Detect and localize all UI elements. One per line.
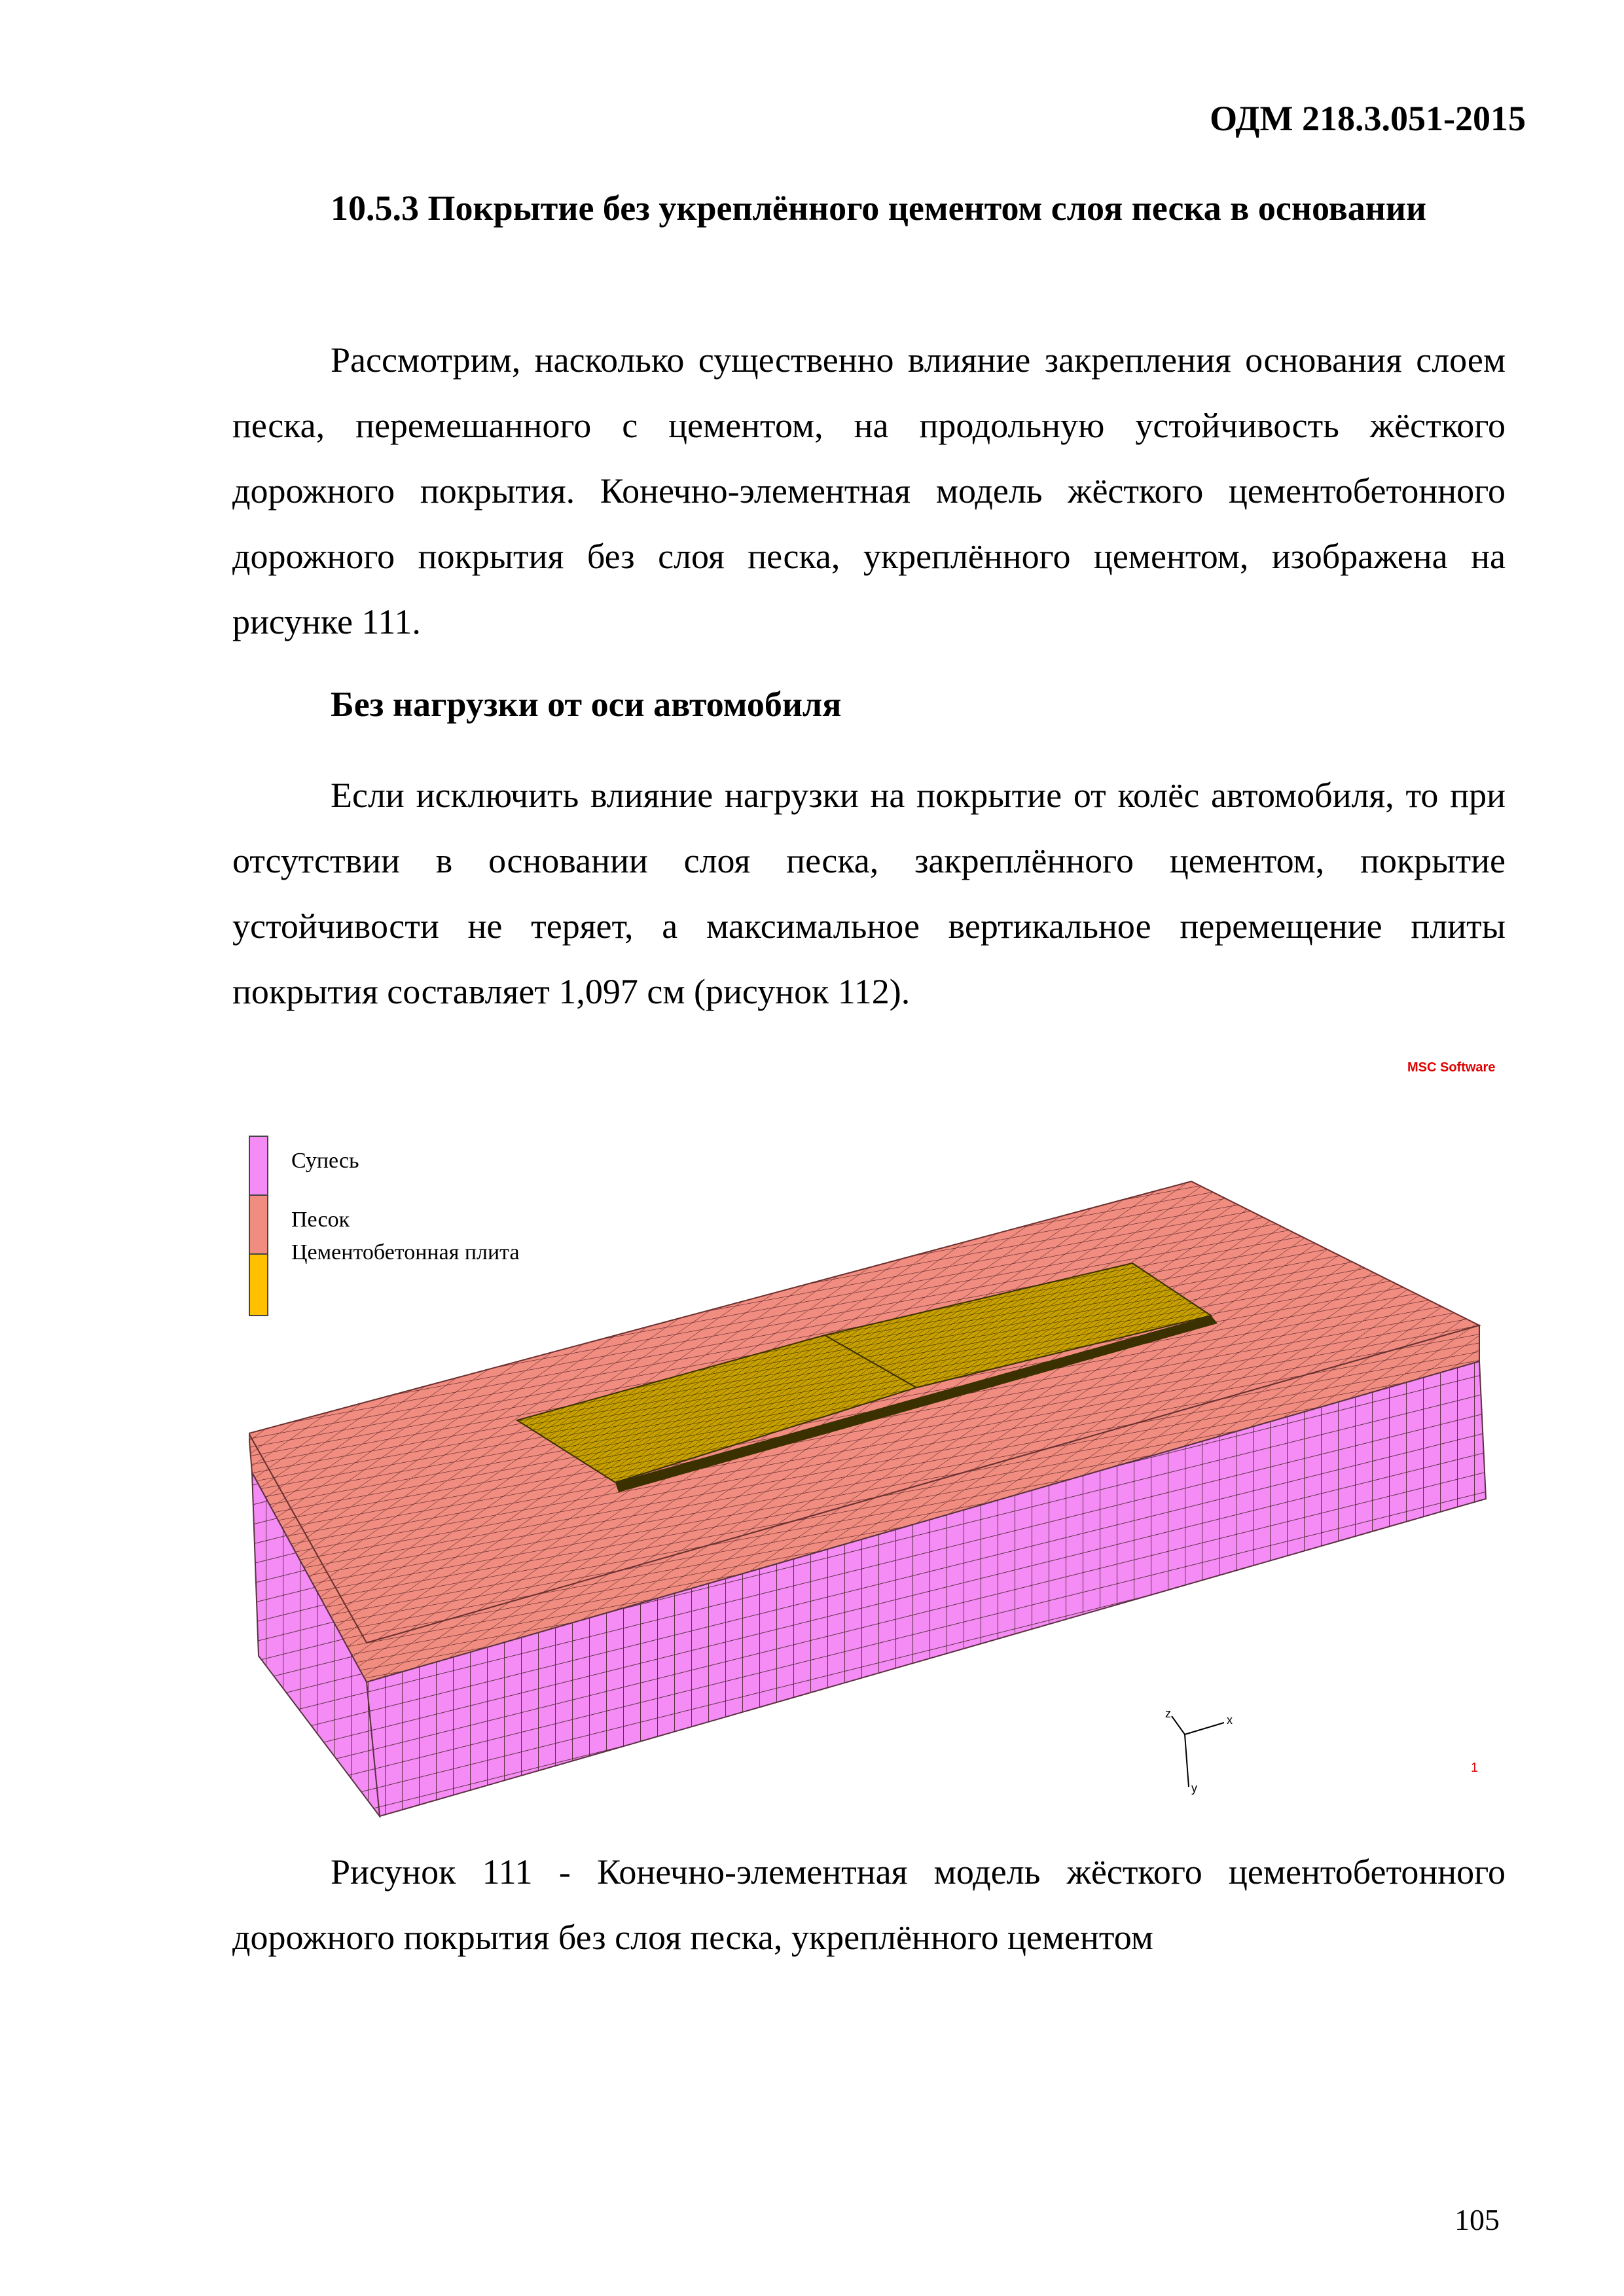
y-axis-label: y (1191, 1782, 1197, 1795)
x-axis-line (1185, 1723, 1224, 1734)
paragraph-no-load: Если исключить влияние нагрузки на покрытие от колёс автомобиля, то при отсутствии в основании слоя песка, закреплённого цементом, покрытие устойчивости не теряет, а максимальное вертикальное перемещение плиты покрытия составляет 1,097 см (рисунок 112). (232, 776, 1506, 1011)
page-number: 105 (1454, 2203, 1500, 2236)
fem-model-figure (249, 1152, 1506, 1820)
section-heading: 10.5.3 Покрытие без укреплённого цементом слоя песка в основании (331, 188, 1427, 228)
legend-label-pesok: Песок (291, 1208, 350, 1232)
msc-software-logo: MSC Software (1407, 1060, 1496, 1075)
legend-label-plita: Цементобетонная плита (291, 1240, 520, 1265)
viewport-number: 1 (1471, 1761, 1479, 1775)
y-axis-line (1185, 1734, 1189, 1787)
figure-caption: Рисунок 111 - Конечно-элементная модель жёсткого цементобетонного дорожного покрытия без слоя песка, укреплённого цементом (232, 1852, 1506, 1957)
z-axis-line (1172, 1716, 1185, 1734)
axis-triad (1159, 1708, 1263, 1806)
document-code: ОДМ 218.3.051-2015 (1210, 99, 1526, 138)
z-axis-label: z (1165, 1708, 1171, 1720)
subheading-no-load: Без нагрузки от оси автомобиля (331, 685, 842, 724)
legend-label-supes: Супесь (291, 1149, 359, 1173)
paragraph-intro: Рассмотрим, насколько существенно влияние закрепления основания слоем песка, перемешанного с цементом, на продольную устойчивость жёсткого дорожного покрытия. Конечно-элементная модель жёсткого цементобетонного дорожного покрытия без слоя песка, укреплённого цементом, изображена на рисунке 111. (232, 340, 1506, 641)
x-axis-label: x (1227, 1713, 1233, 1727)
